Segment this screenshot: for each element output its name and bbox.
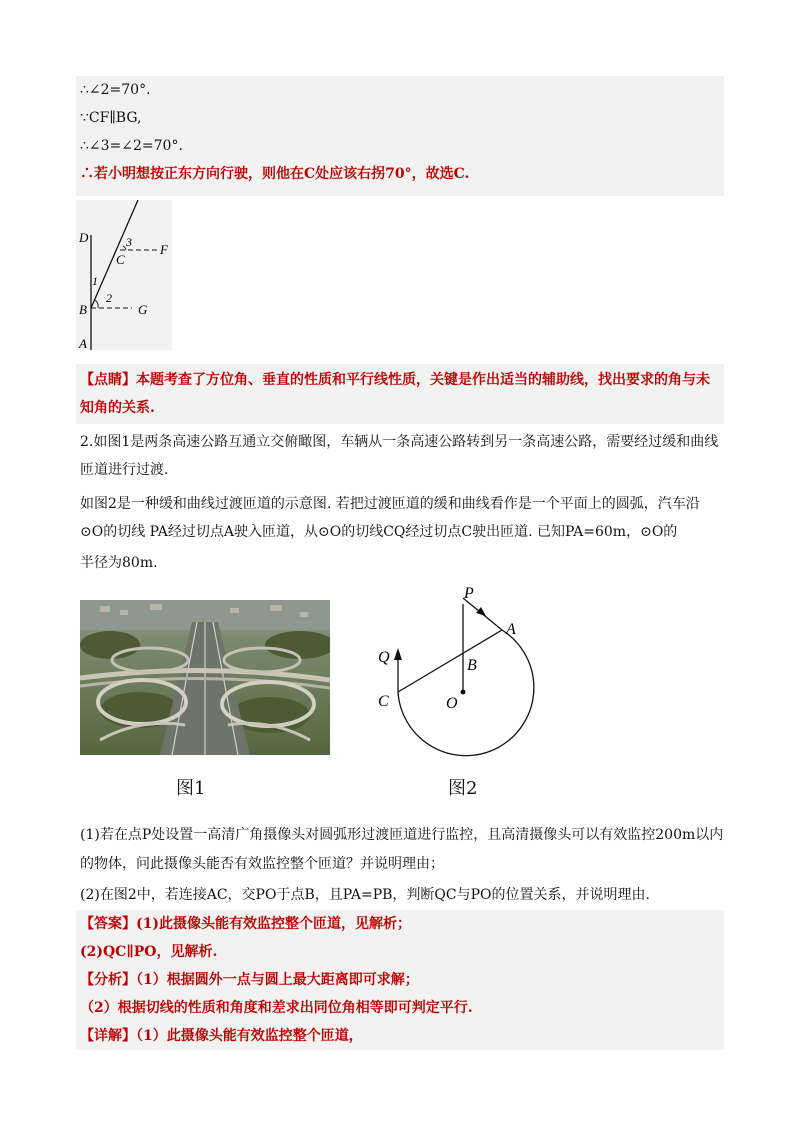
figure2-caption: 图2 — [448, 778, 478, 799]
detail-line-1 — [80, 1026, 363, 1046]
solution-line-2: ∵CF∥BG, — [80, 110, 142, 126]
fig2-label-P: P — [464, 585, 474, 602]
question1-line-2: 的物体，问此摄像头能否有效监控整个匝道？并说明理由； — [80, 856, 444, 872]
detail-1: （1）此摄像头能有效监控整个匝道， — [136, 1028, 363, 1044]
solution-line-1: ∴∠2=70°. — [80, 82, 151, 98]
answer-line-1 — [80, 914, 411, 934]
label-D: D — [79, 230, 89, 245]
angle-3: 3 — [126, 235, 132, 249]
fig2-label-Q: Q — [378, 649, 390, 666]
direction-figure-svg — [76, 200, 172, 350]
problem2-desc-2: ⊙O的切线 PA经过切点A驶入匝道，从⊙O的切线CQ经过切点C驶出匝道. 已知PA=60m，⊙O的 — [80, 524, 678, 540]
fig2-label-A: A — [506, 621, 516, 638]
analysis-line-1 — [80, 970, 419, 990]
label-A: A — [79, 336, 87, 350]
comment-text-1: 本题考查了方位角、垂直的性质和平行线性质，关键是作出适当的辅助线，找出要求的角与未 — [136, 372, 710, 388]
problem2-intro-2: 匝道进行过渡. — [80, 462, 169, 478]
comment-tag: 【点睛】 — [80, 372, 136, 388]
angle-1: 1 — [92, 274, 98, 288]
figure1-photo — [80, 600, 330, 755]
answer-1: (1)此摄像头能有效监控整个匝道，见解析； — [136, 916, 411, 932]
interchange-image — [80, 600, 330, 755]
detail-tag: 【详解】 — [80, 1028, 136, 1044]
direction-figure — [76, 200, 172, 350]
problem2-desc-1: 如图2是一种缓和曲线过渡匝道的示意图. 若把过渡匝道的缓和曲线看作是一个平面上的圆弧，汽车沿 — [80, 496, 700, 512]
figure1-caption: 图1 — [176, 778, 206, 799]
label-G: G — [138, 302, 148, 317]
comment-line-2: 知角的关系. — [80, 400, 155, 416]
answer-line-2: (2)QC∥PO，见解析. — [80, 944, 218, 960]
label-F: F — [160, 242, 168, 257]
label-B: B — [79, 302, 87, 317]
question2: (2)在图2中，若连接AC，交PO于点B，且PA=PB，判断QC与PO的位置关系，并说明理由. — [80, 887, 650, 903]
fig2-label-O: O — [446, 695, 458, 712]
analysis-tag: 【分析】 — [80, 972, 136, 988]
problem2-desc-3: 半径为80m. — [80, 555, 158, 571]
figure2-diagram — [370, 580, 540, 770]
solution-conclusion: ∴若小明想按正东方向行驶，则他在C处应该右拐70°，故选C. — [80, 166, 470, 182]
analysis-1: （1）根据圆外一点与圆上最大距离即可求解； — [136, 972, 419, 988]
solution-line-3: ∴∠3=∠2=70°. — [80, 138, 183, 154]
question1-line-1: (1)若在点P处设置一高清广角摄像头对圆弧形过渡匝道进行监控，且高清摄像头可以有效监控200m以内 — [80, 827, 724, 843]
analysis-line-2: （2）根据切线的性质和角度和差求出同位角相等即可判定平行. — [80, 1000, 473, 1016]
angle-2: 2 — [106, 291, 112, 305]
fig2-label-C: C — [378, 693, 389, 710]
comment-line-1 — [80, 370, 710, 390]
label-C: C — [116, 252, 125, 267]
fig2-label-B: B — [467, 657, 477, 674]
answer-tag: 【答案】 — [80, 916, 136, 932]
problem2-intro-1: 2.如图1是两条高速公路互通立交俯瞰图，车辆从一条高速公路转到另一条高速公路，需要经过缓和曲线 — [80, 434, 719, 450]
